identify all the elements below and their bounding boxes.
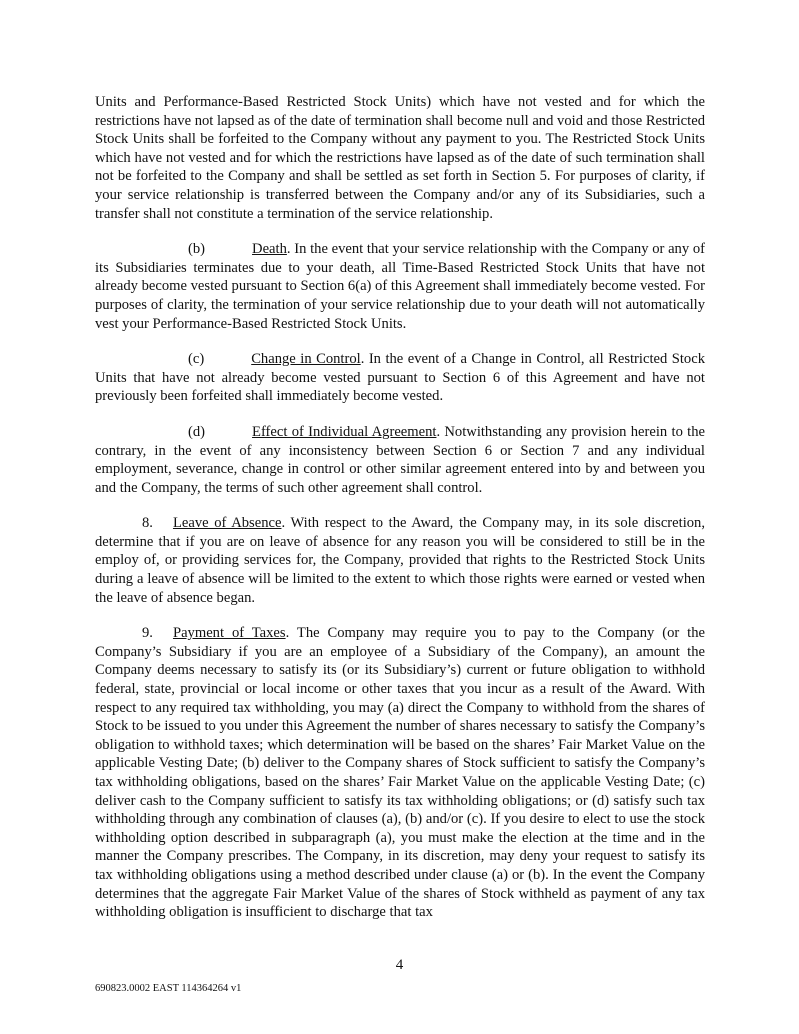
section-text: . The Company may require you to pay to the Company (or the Company’s Subsidiary if you are an employee of a Subsidiary of the Company), an amount the Company deems necessary to satisfy its (or its Subsidiary’s) current or future obligation to withhold federal, state, provincial or local income or other taxes that you incur as a result of the Award. With respect to any required tax withholding, you may (a) direct the Company to withhold from the shares of Stock to be issued to you under this Agreement the number of shares necessary to satisfy the Company’s obligation to withhold taxes; which determination will be based on the shares’ Fair Market Value on the applicable Vesting Date; (b) deliver to the Company shares of Stock sufficient to satisfy the Company’s tax withholding obligations, based on the shares’ Fair Market Value on the applicable Vesting Date; (c) deliver cash to the Company sufficient to satisfy its tax withholding obligations; or (d) satisfy such tax withholding through any combination of clauses (a), (b) and/or (c). If you desire to elect to use the stock withholding option described in subparagraph (a), you must make the election at the time and in the manner the Company prescribes. The Company, in its discretion, may deny your request to satisfy its tax withholding obligations using a method described under clause (a) or (b). In the event the Company determines that the aggregate Fair Market Value of the shares of Stock withheld as payment of any tax withholding obligation is insufficient to discharge that tax (95, 625, 705, 921)
document-body (95, 93, 705, 939)
section-9-payment-of-taxes (95, 624, 705, 922)
paragraph-text: . In the event that your service relationship with the Company or any of its Subsidiaries terminates due to your death, all Time-Based Restricted Stock Units that have not already become vested pursuant to Section 6(a) of this Agreement shall immediately become vested. For purposes of clarity, the termination of your service relationship due to your death will not automatically vest your Performance-Based Restricted Stock Units. (95, 241, 705, 332)
paragraph-number: (b) (188, 241, 206, 258)
section-number: 9. (142, 625, 153, 642)
paragraph-7b-death (95, 240, 705, 333)
paragraph-text: . In the event of a Change in Control, all Restricted Stock Units that have not already become vested pursuant to Section 6 of this Agreement and have not previously been forfeited shall immediately become vested. (95, 351, 705, 405)
paragraph-heading: Death (252, 241, 287, 258)
paragraph-heading: Change in Control (251, 351, 361, 368)
paragraph-number: (d) (188, 423, 206, 440)
section-heading: Leave of Absence (172, 515, 282, 532)
paragraph-7c-change-in-control (95, 350, 705, 406)
page-number: 4 (395, 957, 404, 973)
section-8-leave-of-absence (95, 514, 705, 607)
paragraph-continuation (95, 93, 705, 223)
paragraph-text: Units and Performance-Based Restricted Stock Units) which have not vested and for which the restrictions have not lapsed as of the date of termination shall become null and void and those Restricted Stock Units shall be forfeited to the Company without any payment to you. The Restricted Stock Units which have not vested and for which the restrictions have lapsed as of the date of such termination shall not be forfeited to the Company and shall be settled as set forth in Section 5. For purposes of clarity, if your service relationship is transferred between the Company and/or any of its Subsidiaries, such a transfer shall not constitute a termination of the service relationship. (95, 94, 705, 222)
section-heading: Payment of Taxes (172, 625, 286, 642)
paragraph-heading: Effect of Individual Agreement (252, 423, 437, 440)
paragraph-text: . Notwithstanding any provision herein to the contrary, in the event of any inconsistency between Section 6 or Section 7 and any individual employment, severance, change in control or other similar agreement entered into by and between you and the Company, the terms of such other agreement shall control. (95, 423, 705, 496)
section-text: . With respect to the Award, the Company may, in its sole discretion, determine that if you are on leave of absence for any reason you will be considered to still be in the employ of, or providing services for, the Company, provided that rights to the Restricted Stock Units during a leave of absence will be limited to the extent to which those rights were earned or vested when the leave of absence began. (95, 515, 705, 606)
document-id-footer: 690823.0002 EAST 114364264 v1 (95, 983, 242, 994)
paragraph-7d-effect-of-individual-agreement (95, 423, 705, 497)
section-number: 8. (142, 515, 153, 532)
paragraph-number: (c) (188, 351, 205, 368)
